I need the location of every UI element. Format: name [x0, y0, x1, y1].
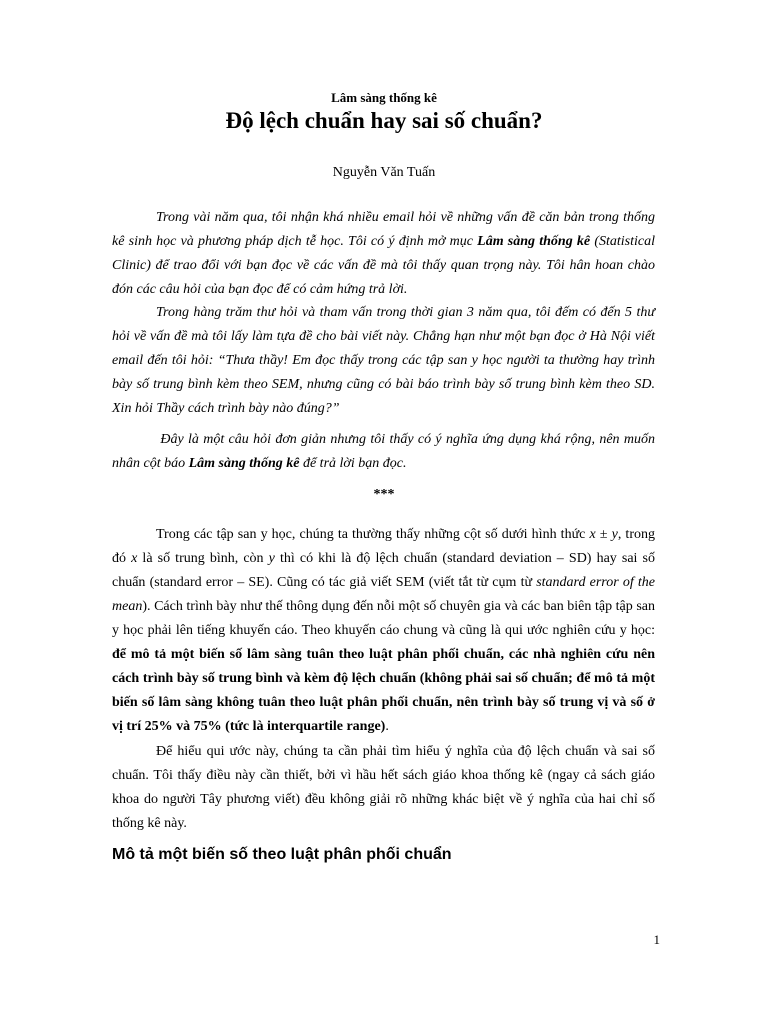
explanation-paragraph: Để hiểu qui ước này, chúng ta cần phải tìm hiểu ý nghĩa của độ lệch chuẩn và sai số chuẩn. Tôi thấy điều này cần thiết, bởi vì hầu hết sách giáo khoa thống kê (ngay cả sách giáo khoa do người Tây phương viết) đều không giải rõ những khác biệt về ý nghĩa của hai chỉ số thống kê này.: [112, 744, 655, 831]
convention-paragraph: Trong các tập san y học, chúng ta thường thấy những cột số dưới hình thức x ± y, trong đó x là số trung bình, còn y thì có khi là độ lệch chuẩn (standard deviation – SD) hay sai số chuẩn (standard error – SE). Cũng có tác giả viết SEM (viết tắt từ cụm từ standard error of the mean). Cách trình bày như thế thông dụng đến nỗi một số chuyên gia và các ban biên tập tập san y học phải lên tiếng khuyến cáo. Theo khuyến cáo chung và cũng là qui ước nghiên cứu y học: để mô tả một biến số lâm sàng tuân theo luật phân phối chuẩn, các nhà nghiên cứu nên cách trình bày số trung bình và kèm độ lệch chuẩn (không phải sai số chuẩn; để mô tả một biến số lâm sàng không tuân theo luật phân phối chuẩn, nên trình bày số trung vị và số ở vị trí 25% và 75% (tức là interquartile range).: [112, 527, 655, 734]
article-title: Độ lệch chuẩn hay sai số chuẩn?: [225, 108, 543, 133]
reader-question-paragraph: Trong hàng trăm thư hỏi và tham vấn trong thời gian 3 năm qua, tôi đếm có đến 5 thư hỏi về vấn đề mà tôi lấy làm tựa đề cho bài viết này. Chẳng hạn như một bạn đọc ở Hà Nội viết email đến tôi hỏi: “Thưa thầy! Em đọc thấy trong các tập san y học người ta thường hay trình bày số trung bình kèm theo SEM, nhưng cũng có bài báo trình bày số trung bình kèm theo SD. Xin hỏi Thầy cách trình bày nào đúng?”: [112, 305, 655, 416]
section-heading: Mô tả một biến số theo luật phân phối chuẩn: [112, 846, 452, 863]
recommendation-emphasis: để mô tả một biến số lâm sàng tuân theo luật phân phối chuẩn, các nhà nghiên cứu nên cách trình bày số trung bình và kèm độ lệch chuẩn (không phải sai số chuẩn; để mô tả một biến số lâm sàng không tuân theo luật phân phối chuẩn, nên trình bày số trung vị và số ở vị trí 25% và 75% (tức là interquartile range): [112, 647, 655, 734]
intro-paragraph: Trong vài năm qua, tôi nhận khá nhiều email hỏi về những vấn đề căn bản trong thống kê sinh học và phương pháp dịch tễ học. Tôi có ý định mở mục Lâm sàng thống kê (Statistical Clinic) để trao đổi với bạn đọc về các vấn đề mà tôi thấy quan trọng này. Tôi hân hoan chào đón các câu hỏi của bạn đọc để có cảm hứng trả lời.: [112, 210, 655, 297]
purpose-paragraph: Đây là một câu hỏi đơn giản nhưng tôi thấy có ý nghĩa ứng dụng khá rộng, nên muốn nhân cột báo Lâm sàng thống kê để trả lời bạn đọc.: [112, 432, 655, 471]
column-kicker: Lâm sàng thống kê: [331, 90, 437, 105]
page-number: 1: [653, 932, 660, 947]
column-name-emphasis: Lâm sàng thống kê: [477, 234, 591, 249]
section-separator: ***: [373, 487, 395, 502]
formula-x-pm-y: x ± y: [589, 527, 618, 542]
author-name: Nguyễn Văn Tuấn: [332, 165, 436, 180]
column-name-emphasis: Lâm sàng thống kê: [188, 456, 300, 471]
